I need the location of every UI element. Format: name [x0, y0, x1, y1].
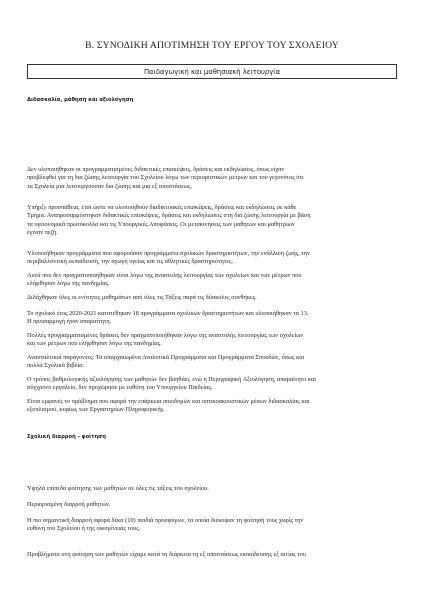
paragraph: [27, 376, 399, 393]
text-line: Ανασταλτικοί παράγοντες: Τα απαρχαιωμένα Αναλυτικά Προγράμματα και Προγράμματα Σπουδών, όπως και: [27, 354, 305, 361]
paragraph: [27, 294, 399, 302]
paragraph: [27, 501, 399, 509]
paragraph: [27, 551, 399, 559]
text-line: Υπήρξε προσπάθεια, έτσι ώστε να υλοποιηθούν διαδικτυακές επισκέψεις, δράσεις και εκδηλώσεις σε κάθε: [27, 204, 297, 211]
text-line: Αυτά που δεν πραγματοποιήθηκαν είναι λόγω της αναστολής λειτουργίας των σχολείων και των μέτρων που: [27, 272, 302, 279]
text-line: έγιναν πεζή.: [27, 229, 58, 237]
page-title: Β. ΣΥΝΟΔΙΚΗ ΑΠΟΤΙΜΗΣΗ ΤΟΥ ΕΡΓΟΥ ΤΟΥ ΣΧΟΛΕΙΟΥ: [85, 40, 339, 51]
paragraph: [27, 517, 399, 534]
paragraph: [27, 354, 399, 371]
paragraph: [27, 310, 399, 327]
text-line: πολλά Σχολικά βιβλία.: [27, 362, 85, 370]
text-line: ελήφθησαν λόγω της πανδημίας.: [27, 280, 110, 288]
subsection-heading-teaching: Διδασκαλία, μάθηση και αξιολόγηση: [27, 97, 134, 103]
paragraph: [27, 398, 399, 415]
paragraph: [27, 485, 399, 493]
text-line: προβλεφθεί για τη δια ζώσης λειτουργία του Σχολείου λόγω των περιοριστικών μέτρων και του γεγονότος ότι: [27, 174, 304, 182]
text-line: Υψηλά επίπεδα φοίτησης των μαθητών σε όλες τις τάξεις του σχολείου.: [27, 485, 209, 492]
paragraph: [27, 332, 399, 349]
text-line: Δεν υλοποιήθηκαν οι προγραμματισμένες διδακτικές επισκέψεις, δράσεις και εκδηλώσεις, όπως είχαν: [27, 166, 285, 173]
section-heading-box: Παιδαγωγική και μαθησιακή λειτουργία: [27, 64, 397, 79]
text-line: τα υγειονομικά πρωτόκολλα και τις Υπουργικές Αποφάσεις. Οι μετακινήσεις των μαθητών και μαθητριών: [27, 220, 295, 228]
text-line: σύγχρονο εργαλείο, δεν προχώρησε με ευθύνη του Υπουργείου Παιδείας.: [27, 384, 213, 392]
text-line: Είναι εμφανές το πρόβλημα που αφορά την επάρκεια ποιοδομών και οπτικοακουστικών μέσων διδασκαλίας και: [27, 398, 310, 405]
paragraph: [27, 204, 399, 238]
paragraph: [27, 250, 399, 267]
text-line: Διδάχθηκαν όλες οι ενότητες μαθημάτων από όλες τις Τάξεις παρά τις δύσκολες συνθήκες.: [27, 294, 257, 301]
text-line: Το σχολικό έτος 2020-2021 κατατέθηκαν 18 προγράμματα σχολικών δραστηριοτήτων και υλοποιήθηκαν τα 13.: [27, 310, 309, 317]
text-line: Η προσαρμογή ήταν απαραίτητη.: [27, 318, 112, 326]
text-line: Υλοποιήθηκαν προγράμματα που αφορούσαν προγράμματα σχολικών δραστηριοτήτων, την ενάλλιση ζωής, την: [27, 250, 310, 257]
text-line: Προβλήματα στη φοίτηση των μαθητών είχαμε κατά τη διάρκεια τη εξ αποστάσεως εκπαίδευσης εξ αιτίας του: [27, 551, 306, 558]
paragraph: [27, 166, 399, 191]
text-line: Ο τρόπος βαθμολογικής αξιολόγησης των μαθητών δεν βοηθάει, ενώ η Περιγραφική Αξιολόγηση, απαραίτητο και: [27, 376, 316, 383]
text-line: Περιορισμένη διαρροή μαθητών.: [27, 501, 111, 508]
text-line: Πολλές προγραμματισμένες δράσεις δεν πραγματοποιήθηκαν λόγω της αναστολής λειτουργίας των σχολείων: [27, 332, 304, 339]
text-line: περιβαλλοντική εκπαίδευση, την αγωγή υγείας και τις αθλητικές δραστηριότητες.: [27, 258, 234, 266]
text-line: Η πιο σημαντική διαρροή αφορά δέκα (10) παιδιά προσφύγων, τα οποία διέκοψαν τη φοίτησή τους χωρίς την: [27, 517, 304, 524]
text-line: και των μέτρων που ελήφθησαν λόγω της πανδημίας.: [27, 340, 162, 348]
subsection-heading-attendance: Σχολική διαρροή - φοίτηση: [27, 434, 106, 440]
text-line: Τμήμα. Αναπροσαρμόστηκαν διδακτικές επισκέψεις, δράσεις και εκδηλώσεις στη δια ζώσης λειτουργία με βάση: [27, 212, 311, 220]
text-line: τα Σχολεία μια λειτουργούσαν δια ζώσης και μια εξ αποστάσεως.: [27, 182, 193, 190]
text-line: εξοπλισμού, κυρίως των Εργαστηρίων Πληροφορικής.: [27, 406, 165, 414]
text-line: ευθύνη του Σχολείου ή της οικογένειάς τους.: [27, 525, 141, 533]
paragraph: [27, 272, 399, 289]
